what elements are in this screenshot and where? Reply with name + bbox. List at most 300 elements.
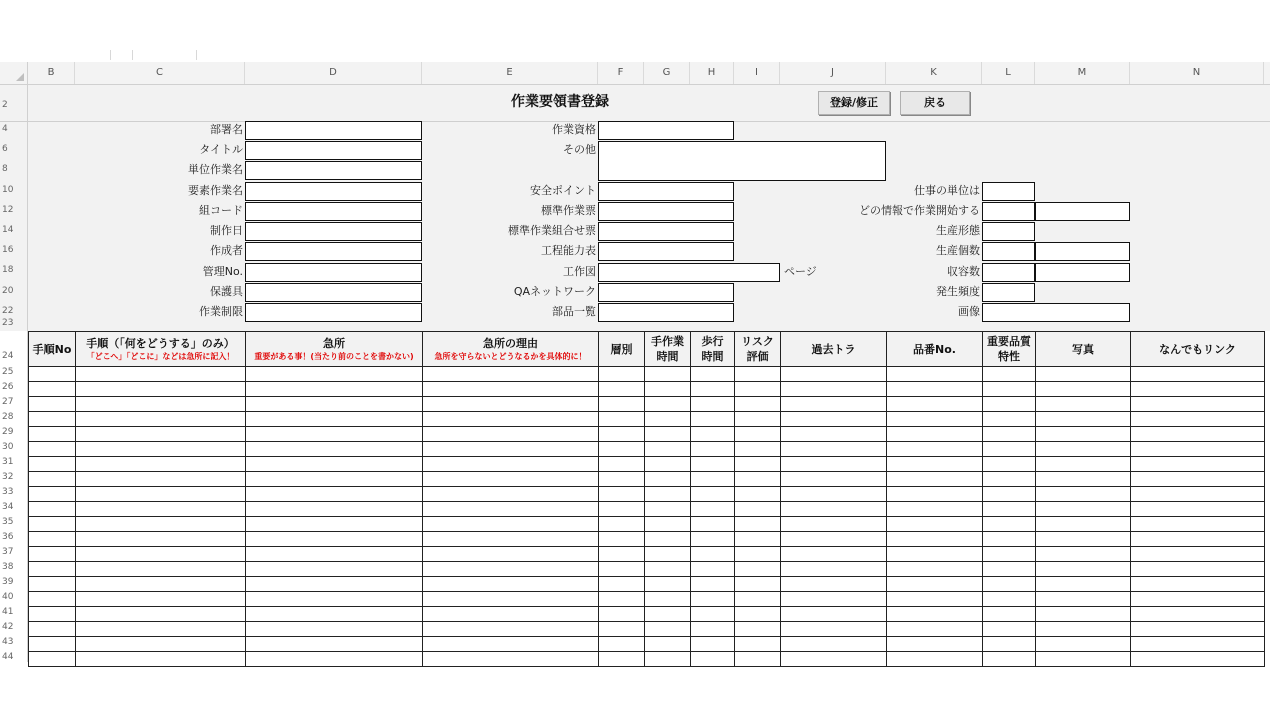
table-cell[interactable]: [983, 367, 1036, 382]
table-cell[interactable]: [29, 562, 76, 577]
table-cell[interactable]: [29, 607, 76, 622]
table-cell[interactable]: [983, 442, 1036, 457]
group-code-field[interactable]: [245, 202, 422, 221]
table-cell[interactable]: [781, 592, 887, 607]
table-cell[interactable]: [246, 562, 423, 577]
other-field[interactable]: [598, 141, 886, 181]
column-header-i[interactable]: I: [734, 62, 780, 84]
table-cell[interactable]: [423, 592, 599, 607]
table-cell[interactable]: [645, 577, 691, 592]
table-cell[interactable]: [691, 502, 735, 517]
table-cell[interactable]: [735, 442, 781, 457]
table-cell[interactable]: [1036, 517, 1131, 532]
unit-work-field[interactable]: [245, 161, 422, 180]
table-cell[interactable]: [691, 577, 735, 592]
table-cell[interactable]: [691, 517, 735, 532]
column-header-c[interactable]: C: [75, 62, 245, 84]
table-cell[interactable]: [1131, 652, 1265, 667]
table-cell[interactable]: [781, 562, 887, 577]
table-cell[interactable]: [29, 502, 76, 517]
table-cell[interactable]: [246, 442, 423, 457]
table-cell[interactable]: [423, 472, 599, 487]
table-cell[interactable]: [735, 487, 781, 502]
table-cell[interactable]: [887, 487, 983, 502]
table-cell[interactable]: [781, 577, 887, 592]
table-cell[interactable]: [1036, 607, 1131, 622]
table-cell[interactable]: [76, 637, 246, 652]
table-cell[interactable]: [599, 487, 645, 502]
table-cell[interactable]: [76, 427, 246, 442]
table-cell[interactable]: [983, 412, 1036, 427]
table-cell[interactable]: [691, 637, 735, 652]
table-cell[interactable]: [983, 457, 1036, 472]
table-cell[interactable]: [599, 427, 645, 442]
table-cell[interactable]: [1036, 442, 1131, 457]
table-cell[interactable]: [29, 547, 76, 562]
table-cell[interactable]: [781, 427, 887, 442]
table-cell[interactable]: [599, 652, 645, 667]
table-cell[interactable]: [691, 457, 735, 472]
start-info-field-a[interactable]: [982, 202, 1035, 221]
table-cell[interactable]: [423, 427, 599, 442]
table-cell[interactable]: [691, 397, 735, 412]
table-cell[interactable]: [599, 367, 645, 382]
table-cell[interactable]: [983, 472, 1036, 487]
table-cell[interactable]: [29, 577, 76, 592]
table-cell[interactable]: [1131, 427, 1265, 442]
author-field[interactable]: [245, 242, 422, 261]
table-cell[interactable]: [423, 532, 599, 547]
table-cell[interactable]: [691, 592, 735, 607]
table-cell[interactable]: [691, 412, 735, 427]
table-cell[interactable]: [423, 412, 599, 427]
table-cell[interactable]: [735, 652, 781, 667]
table-cell[interactable]: [423, 622, 599, 637]
table-cell[interactable]: [29, 367, 76, 382]
table-cell[interactable]: [735, 562, 781, 577]
table-cell[interactable]: [983, 397, 1036, 412]
table-cell[interactable]: [1131, 412, 1265, 427]
column-header-e[interactable]: E: [422, 62, 598, 84]
qa-network-field[interactable]: [598, 283, 734, 302]
table-cell[interactable]: [76, 592, 246, 607]
table-cell[interactable]: [599, 442, 645, 457]
table-cell[interactable]: [76, 517, 246, 532]
table-cell[interactable]: [887, 367, 983, 382]
table-cell[interactable]: [76, 367, 246, 382]
table-cell[interactable]: [76, 577, 246, 592]
table-cell[interactable]: [645, 622, 691, 637]
table-cell[interactable]: [246, 592, 423, 607]
table-cell[interactable]: [423, 652, 599, 667]
table-cell[interactable]: [423, 442, 599, 457]
table-cell[interactable]: [983, 652, 1036, 667]
element-work-field[interactable]: [245, 182, 422, 201]
production-form-field[interactable]: [982, 222, 1035, 241]
column-header-h[interactable]: H: [690, 62, 734, 84]
protective-gear-field[interactable]: [245, 283, 422, 302]
safety-point-field[interactable]: [598, 182, 734, 201]
capacity-field-a[interactable]: [982, 263, 1035, 282]
table-cell[interactable]: [887, 427, 983, 442]
table-cell[interactable]: [246, 622, 423, 637]
table-cell[interactable]: [76, 547, 246, 562]
table-cell[interactable]: [1131, 517, 1265, 532]
table-cell[interactable]: [691, 622, 735, 637]
table-cell[interactable]: [887, 637, 983, 652]
production-quantity-field-b[interactable]: [1035, 242, 1130, 261]
table-cell[interactable]: [983, 592, 1036, 607]
table-cell[interactable]: [599, 517, 645, 532]
table-cell[interactable]: [1036, 622, 1131, 637]
department-field[interactable]: [245, 121, 422, 140]
column-header-d[interactable]: D: [245, 62, 422, 84]
table-cell[interactable]: [887, 577, 983, 592]
table-cell[interactable]: [423, 607, 599, 622]
table-cell[interactable]: [781, 532, 887, 547]
table-cell[interactable]: [29, 622, 76, 637]
table-cell[interactable]: [29, 457, 76, 472]
table-cell[interactable]: [1036, 577, 1131, 592]
table-cell[interactable]: [1036, 472, 1131, 487]
table-cell[interactable]: [691, 547, 735, 562]
table-cell[interactable]: [1036, 487, 1131, 502]
table-cell[interactable]: [983, 637, 1036, 652]
table-cell[interactable]: [983, 622, 1036, 637]
table-cell[interactable]: [76, 397, 246, 412]
table-cell[interactable]: [29, 427, 76, 442]
table-cell[interactable]: [599, 502, 645, 517]
table-cell[interactable]: [983, 607, 1036, 622]
column-header-n[interactable]: N: [1130, 62, 1264, 84]
table-cell[interactable]: [599, 547, 645, 562]
table-cell[interactable]: [887, 532, 983, 547]
table-cell[interactable]: [1131, 472, 1265, 487]
table-cell[interactable]: [246, 487, 423, 502]
table-cell[interactable]: [1131, 592, 1265, 607]
created-date-field[interactable]: [245, 222, 422, 241]
table-cell[interactable]: [887, 517, 983, 532]
table-cell[interactable]: [645, 607, 691, 622]
table-cell[interactable]: [735, 517, 781, 532]
table-cell[interactable]: [735, 547, 781, 562]
table-cell[interactable]: [1131, 532, 1265, 547]
register-button[interactable]: 登録/修正: [818, 91, 890, 115]
process-capability-field[interactable]: [598, 242, 734, 261]
table-cell[interactable]: [645, 382, 691, 397]
table-cell[interactable]: [735, 637, 781, 652]
table-cell[interactable]: [423, 637, 599, 652]
column-header-j[interactable]: J: [780, 62, 886, 84]
table-cell[interactable]: [645, 637, 691, 652]
table-cell[interactable]: [246, 532, 423, 547]
table-cell[interactable]: [781, 502, 887, 517]
table-cell[interactable]: [423, 397, 599, 412]
table-cell[interactable]: [645, 367, 691, 382]
table-cell[interactable]: [246, 607, 423, 622]
table-cell[interactable]: [423, 577, 599, 592]
table-cell[interactable]: [246, 412, 423, 427]
table-cell[interactable]: [246, 397, 423, 412]
table-cell[interactable]: [29, 592, 76, 607]
table-cell[interactable]: [645, 487, 691, 502]
table-cell[interactable]: [29, 442, 76, 457]
table-cell[interactable]: [983, 487, 1036, 502]
table-cell[interactable]: [1036, 397, 1131, 412]
table-cell[interactable]: [645, 547, 691, 562]
table-cell[interactable]: [1131, 637, 1265, 652]
table-cell[interactable]: [76, 382, 246, 397]
table-cell[interactable]: [691, 607, 735, 622]
table-cell[interactable]: [735, 457, 781, 472]
work-unit-field[interactable]: [982, 182, 1035, 201]
standard-work-sheet-field[interactable]: [598, 202, 734, 221]
table-cell[interactable]: [246, 367, 423, 382]
table-cell[interactable]: [423, 382, 599, 397]
table-cell[interactable]: [599, 592, 645, 607]
table-cell[interactable]: [599, 577, 645, 592]
table-cell[interactable]: [1036, 547, 1131, 562]
table-cell[interactable]: [887, 592, 983, 607]
table-cell[interactable]: [423, 487, 599, 502]
table-cell[interactable]: [983, 502, 1036, 517]
table-cell[interactable]: [735, 412, 781, 427]
table-cell[interactable]: [983, 382, 1036, 397]
table-cell[interactable]: [76, 502, 246, 517]
table-cell[interactable]: [691, 652, 735, 667]
drawing-field[interactable]: [598, 263, 780, 282]
table-cell[interactable]: [599, 637, 645, 652]
table-cell[interactable]: [1036, 382, 1131, 397]
table-cell[interactable]: [887, 397, 983, 412]
table-cell[interactable]: [1131, 577, 1265, 592]
column-header-m[interactable]: M: [1035, 62, 1130, 84]
table-cell[interactable]: [29, 412, 76, 427]
table-cell[interactable]: [983, 547, 1036, 562]
table-cell[interactable]: [1036, 502, 1131, 517]
table-cell[interactable]: [781, 397, 887, 412]
table-cell[interactable]: [735, 577, 781, 592]
table-cell[interactable]: [645, 472, 691, 487]
table-cell[interactable]: [1131, 562, 1265, 577]
table-cell[interactable]: [1131, 487, 1265, 502]
table-cell[interactable]: [29, 517, 76, 532]
standard-work-combination-field[interactable]: [598, 222, 734, 241]
table-cell[interactable]: [735, 592, 781, 607]
table-cell[interactable]: [645, 442, 691, 457]
title-field[interactable]: [245, 141, 422, 160]
table-cell[interactable]: [599, 472, 645, 487]
table-cell[interactable]: [76, 487, 246, 502]
column-header-g[interactable]: G: [644, 62, 690, 84]
table-cell[interactable]: [645, 592, 691, 607]
table-cell[interactable]: [1131, 442, 1265, 457]
table-cell[interactable]: [423, 517, 599, 532]
table-cell[interactable]: [645, 412, 691, 427]
table-cell[interactable]: [887, 457, 983, 472]
table-cell[interactable]: [1036, 562, 1131, 577]
table-cell[interactable]: [1036, 532, 1131, 547]
table-cell[interactable]: [691, 382, 735, 397]
start-info-field-b[interactable]: [1035, 202, 1130, 221]
table-cell[interactable]: [76, 652, 246, 667]
table-cell[interactable]: [1036, 412, 1131, 427]
table-cell[interactable]: [423, 502, 599, 517]
column-header-l[interactable]: L: [982, 62, 1035, 84]
table-cell[interactable]: [29, 397, 76, 412]
table-cell[interactable]: [1036, 367, 1131, 382]
table-cell[interactable]: [1131, 622, 1265, 637]
table-cell[interactable]: [29, 472, 76, 487]
column-header-b[interactable]: B: [28, 62, 75, 84]
table-cell[interactable]: [691, 562, 735, 577]
table-cell[interactable]: [246, 652, 423, 667]
table-cell[interactable]: [781, 382, 887, 397]
table-cell[interactable]: [887, 562, 983, 577]
table-cell[interactable]: [76, 442, 246, 457]
table-cell[interactable]: [735, 472, 781, 487]
table-cell[interactable]: [246, 502, 423, 517]
table-cell[interactable]: [599, 397, 645, 412]
table-cell[interactable]: [423, 367, 599, 382]
table-cell[interactable]: [781, 487, 887, 502]
table-cell[interactable]: [599, 607, 645, 622]
table-cell[interactable]: [781, 622, 887, 637]
capacity-field-b[interactable]: [1035, 263, 1130, 282]
table-cell[interactable]: [1131, 457, 1265, 472]
table-cell[interactable]: [423, 562, 599, 577]
table-cell[interactable]: [887, 382, 983, 397]
table-cell[interactable]: [887, 622, 983, 637]
table-cell[interactable]: [781, 517, 887, 532]
table-cell[interactable]: [423, 457, 599, 472]
table-cell[interactable]: [645, 502, 691, 517]
table-cell[interactable]: [781, 367, 887, 382]
table-cell[interactable]: [983, 427, 1036, 442]
table-cell[interactable]: [246, 517, 423, 532]
table-cell[interactable]: [246, 637, 423, 652]
table-cell[interactable]: [29, 382, 76, 397]
table-cell[interactable]: [1036, 427, 1131, 442]
table-cell[interactable]: [645, 532, 691, 547]
table-cell[interactable]: [645, 457, 691, 472]
frequency-field[interactable]: [982, 283, 1035, 302]
table-cell[interactable]: [691, 427, 735, 442]
table-cell[interactable]: [599, 457, 645, 472]
table-cell[interactable]: [599, 412, 645, 427]
table-cell[interactable]: [887, 652, 983, 667]
work-qualification-field[interactable]: [598, 121, 734, 140]
table-cell[interactable]: [76, 472, 246, 487]
table-cell[interactable]: [1036, 457, 1131, 472]
table-cell[interactable]: [599, 382, 645, 397]
table-cell[interactable]: [691, 472, 735, 487]
column-header-k[interactable]: K: [886, 62, 982, 84]
table-cell[interactable]: [735, 382, 781, 397]
table-cell[interactable]: [76, 457, 246, 472]
table-cell[interactable]: [645, 427, 691, 442]
image-field[interactable]: [982, 303, 1130, 322]
table-cell[interactable]: [887, 502, 983, 517]
table-cell[interactable]: [735, 607, 781, 622]
table-cell[interactable]: [29, 487, 76, 502]
table-cell[interactable]: [1036, 637, 1131, 652]
table-cell[interactable]: [983, 562, 1036, 577]
table-cell[interactable]: [423, 547, 599, 562]
table-cell[interactable]: [246, 577, 423, 592]
table-cell[interactable]: [887, 412, 983, 427]
table-cell[interactable]: [1131, 547, 1265, 562]
table-cell[interactable]: [1131, 367, 1265, 382]
table-cell[interactable]: [691, 487, 735, 502]
table-cell[interactable]: [246, 457, 423, 472]
table-cell[interactable]: [887, 607, 983, 622]
table-cell[interactable]: [887, 472, 983, 487]
table-cell[interactable]: [645, 562, 691, 577]
table-cell[interactable]: [246, 382, 423, 397]
table-cell[interactable]: [781, 637, 887, 652]
table-cell[interactable]: [983, 532, 1036, 547]
table-cell[interactable]: [76, 607, 246, 622]
work-restriction-field[interactable]: [245, 303, 422, 322]
table-cell[interactable]: [887, 547, 983, 562]
table-cell[interactable]: [29, 532, 76, 547]
table-cell[interactable]: [691, 532, 735, 547]
table-cell[interactable]: [735, 622, 781, 637]
table-cell[interactable]: [735, 502, 781, 517]
table-cell[interactable]: [781, 457, 887, 472]
table-cell[interactable]: [645, 652, 691, 667]
table-cell[interactable]: [645, 517, 691, 532]
table-cell[interactable]: [781, 442, 887, 457]
table-cell[interactable]: [735, 397, 781, 412]
table-cell[interactable]: [781, 607, 887, 622]
table-cell[interactable]: [781, 472, 887, 487]
table-cell[interactable]: [246, 547, 423, 562]
table-cell[interactable]: [599, 622, 645, 637]
table-cell[interactable]: [781, 547, 887, 562]
table-cell[interactable]: [781, 652, 887, 667]
table-cell[interactable]: [1131, 382, 1265, 397]
table-cell[interactable]: [599, 532, 645, 547]
table-cell[interactable]: [1131, 502, 1265, 517]
table-cell[interactable]: [735, 367, 781, 382]
table-cell[interactable]: [691, 442, 735, 457]
column-header-f[interactable]: F: [598, 62, 644, 84]
table-cell[interactable]: [76, 622, 246, 637]
table-cell[interactable]: [1131, 607, 1265, 622]
table-cell[interactable]: [983, 577, 1036, 592]
select-all-corner[interactable]: [0, 62, 28, 84]
parts-list-field[interactable]: [598, 303, 734, 322]
table-cell[interactable]: [1036, 652, 1131, 667]
table-cell[interactable]: [735, 427, 781, 442]
table-cell[interactable]: [1131, 397, 1265, 412]
table-cell[interactable]: [735, 532, 781, 547]
table-cell[interactable]: [887, 442, 983, 457]
table-cell[interactable]: [29, 652, 76, 667]
table-cell[interactable]: [246, 472, 423, 487]
table-cell[interactable]: [76, 412, 246, 427]
table-cell[interactable]: [76, 532, 246, 547]
table-cell[interactable]: [599, 562, 645, 577]
table-cell[interactable]: [76, 562, 246, 577]
table-cell[interactable]: [645, 397, 691, 412]
table-cell[interactable]: [246, 427, 423, 442]
production-quantity-field-a[interactable]: [982, 242, 1035, 261]
table-cell[interactable]: [781, 412, 887, 427]
table-cell[interactable]: [983, 517, 1036, 532]
